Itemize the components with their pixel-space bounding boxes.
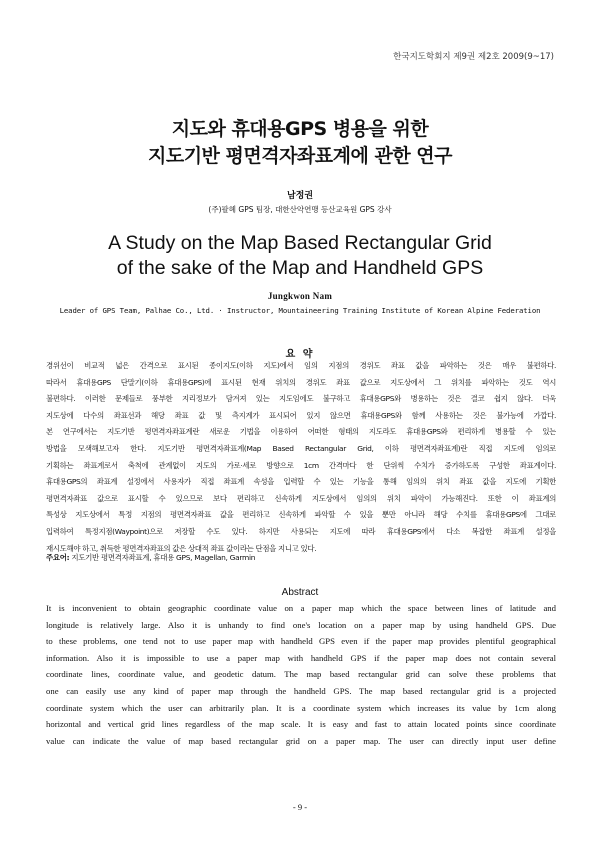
title-korean bbox=[0, 116, 600, 170]
abstract-korean-line: 방법을 모색해보고자 한다. 지도기반 평면격자좌표계(Map Based Rectangular Grid, 이하 평면격자좌표계)란 직접 지도에 임의로 bbox=[46, 443, 556, 453]
abstract-korean-line: 불편하다. 이러한 문제들로 풍부한 지리정보가 담겨져 있는 지도임에도 불구하고 휴대용GPS와 병용하는 것은 결코 쉽지 않다. 더욱 bbox=[46, 394, 556, 404]
abstract-english bbox=[46, 600, 556, 749]
title-korean-line: 지도와 휴대용GPS 병용을 위한 bbox=[171, 118, 429, 140]
abstract-english-line: information. Also it is impossible to use a paper map with handheld GPS if the paper map does not contain several bbox=[46, 652, 556, 663]
affiliation-english: Leader of GPS Team, Palhae Co., Ltd. · Instructor, Mountaineering Training Institute of Korean Alpine Federation bbox=[59, 306, 541, 315]
title-english-line: of the sake of the Map and Handheld GPS bbox=[116, 257, 484, 279]
abstract-english-line: horizontal and vertical grid lines regardless of the map scale. It is easy and fast to attain located points since coordinate bbox=[46, 719, 556, 730]
title-english bbox=[0, 231, 600, 281]
abstract-english-line: coordinate lines, coordinate value, and geodetic datum. The map based rectangular grid can solve these problems that bbox=[46, 669, 556, 680]
title-korean-line: 지도기반 평면격자좌표계에 관한 연구 bbox=[147, 145, 452, 167]
abstract-korean-line: 본 연구에서는 지도기반 평면격자좌표계란 새로운 기법을 이용하여 어떠한 형태의 지도라도 휴대용GPS와 편리하게 병용할 수 있는 bbox=[46, 427, 556, 437]
abstract-korean-line: 지도상에 다수의 좌표선과 해당 좌표 값 및 측지계가 표시되어 있지 않으면 휴대용GPS와 함께 사용하는 것은 불가능에 가깝다. bbox=[46, 410, 556, 420]
keywords-text: 지도기반 평면격자좌표계, 휴대용 GPS, Magellan, Garmin bbox=[71, 553, 256, 562]
abstract-english-line: to these problems, one tend not to use paper map with handheld GPS even if the paper map provides plentiful geographical bbox=[46, 636, 556, 647]
author-korean: 남정권 bbox=[286, 191, 314, 201]
affiliation-korean: (주)팔혜 GPS 팀장, 대한산악연맹 등산교육원 GPS 강사 bbox=[208, 205, 392, 214]
title-english-line: A Study on the Map Based Rectangular Grid bbox=[108, 232, 492, 254]
abstract-korean-line: 기획하는 좌표계로서 축척에 관계없이 지도의 가로·세로 방향으로 1cm 간격마다 한 단위씩 수치가 증가하도록 구성한 좌표계이다. bbox=[46, 460, 556, 470]
abstract-english-heading: Abstract bbox=[281, 587, 319, 598]
abstract-english-line: coordinate system which the user can arbitrarily plan. It is a coordinate system which increases its value by 1cm along bbox=[46, 702, 556, 713]
abstract-english-line: longitude is relatively large. Also it is unhandy to find one's location on a paper map by using handheld GPS. Due bbox=[46, 619, 556, 630]
abstract-korean-line: 휴대용GPS의 좌표계 설정에서 사용자가 직접 좌표계 속성을 입력할 수 있는 기능을 통해 임의의 위치 좌표 값을 지도에 기획한 bbox=[46, 477, 556, 487]
abstract-korean-line: 경위선이 비교적 넓은 간격으로 표시된 종이지도(이하 지도)에서 임의 지점의 경위도 좌표 값을 파악하는 것은 매우 불편하다. bbox=[46, 361, 556, 370]
abstract-korean-line: 평면격자좌표 값으로 표시할 수 있으므로 보다 편리하고 신속하게 지도상에서 임의의 위치 파악이 가능해진다. 또한 이 좌표계의 bbox=[46, 493, 556, 503]
abstract-korean-line: 재시도해야 하고, 취득한 평면격자좌표의 값은 상대적 좌표 값이라는 단점을 지니고 있다. bbox=[46, 543, 317, 553]
abstract-korean-line: 따라서 휴대용GPS 단말기(이하 휴대용GPS)에 표시된 현재 위치의 경위도 좌표 값으로 지도상에서 그 위치를 파악하는 것도 역시 bbox=[46, 377, 556, 387]
abstract-korean-heading: 요 약 bbox=[285, 349, 315, 360]
abstract-korean-line: 입력하여 특정지점(Waypoint)으로 저장할 수도 있다. 하지만 사용되는 지도에 따라 휴대용GPS에서 다소 복잡한 좌표계 설정을 bbox=[46, 526, 556, 536]
page-number: - 9 - bbox=[292, 802, 308, 812]
abstract-english-line: value can indicate the value of map based rectangular grid on a paper map. The user can directly input user define bbox=[46, 735, 556, 746]
keywords bbox=[46, 552, 255, 563]
abstract-english-line: It is inconvenient to obtain geographic coordinate value on a paper map which the space between lines of latitude and bbox=[46, 603, 556, 613]
abstract-korean-line: 특성상 지도상에서 특정 지점의 평면격자좌표 값을 편리하고 신속하게 파악할 수 있을 뿐만 아니라 해당 수치를 휴대용GPS에 그대로 bbox=[46, 510, 556, 520]
keywords-label: 주요어: bbox=[46, 553, 70, 562]
author-english: Jungkwon Nam bbox=[267, 291, 333, 301]
abstract-korean bbox=[46, 358, 556, 557]
journal-header: 한국지도학회지 제9권 제2호 2009(9~17) bbox=[393, 52, 554, 62]
abstract-english-line: one can easily use any kind of paper map through the handheld GPS. The map based rectangular grid is a projected bbox=[46, 685, 556, 696]
